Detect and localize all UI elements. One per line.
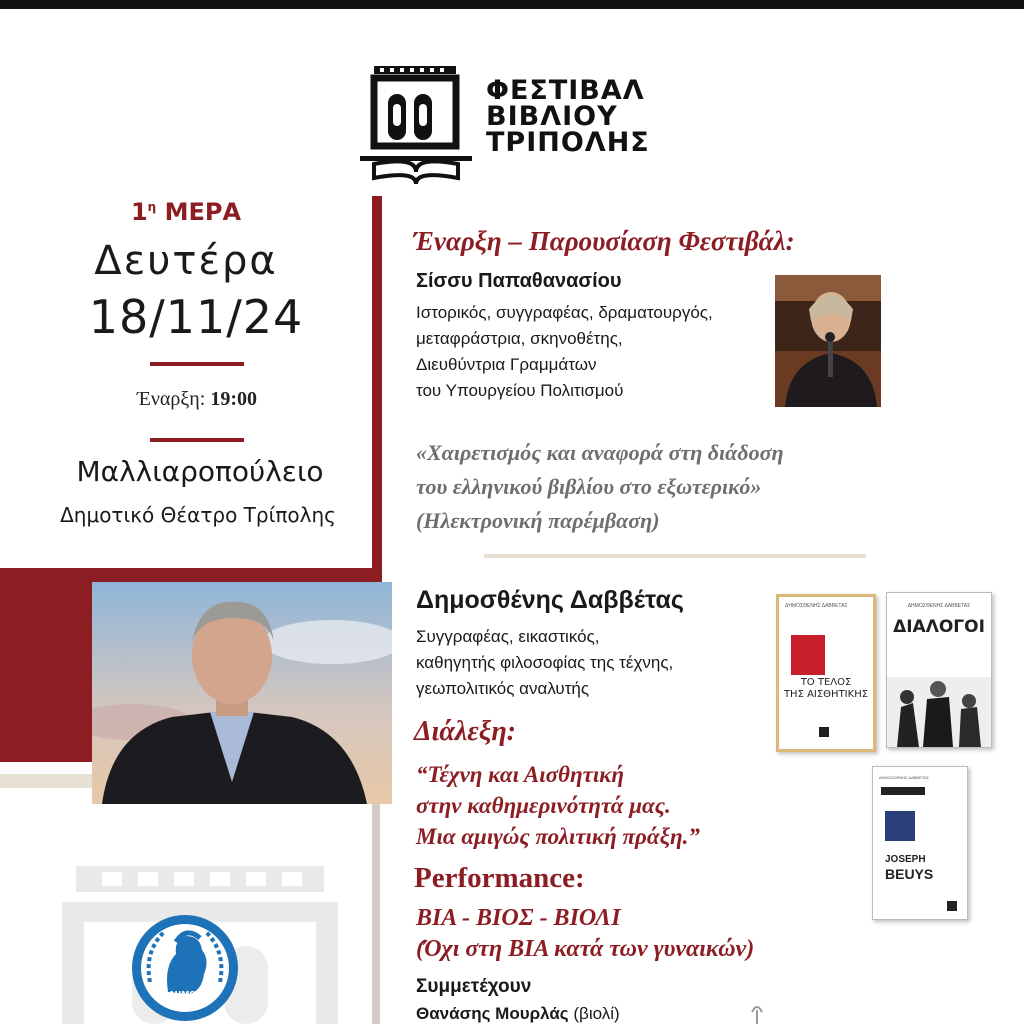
- red-frame-horizontal: [0, 568, 382, 582]
- bio-line: καθηγητής φιλοσοφίας της τέχνης,: [416, 653, 674, 672]
- opening-speaker-bio: [416, 300, 713, 404]
- opening-talk-title: [416, 436, 784, 538]
- talk-line: (Ηλεκτρονική παρέμβαση): [416, 508, 660, 533]
- book-author: ΔΗΜΟΣΘΕΝΗΣ ΔΑΒΒΕΤΑΣ: [907, 603, 971, 609]
- festival-title-line: ΒΙΒΛΙΟΥ: [486, 101, 618, 132]
- divider-red: [150, 438, 244, 442]
- book-cover-figures: [887, 677, 991, 747]
- day-label-text: ΜΕΡΑ: [164, 198, 242, 226]
- lecture-title-line: στην καθημερινότητά μας.: [416, 793, 671, 818]
- book-cover-red-figure: [791, 635, 825, 675]
- book-title-line: BEUYS: [885, 866, 934, 882]
- bio-line: μεταφράστρια, σκηνοθέτης,: [416, 329, 623, 348]
- start-time-label: Έναρξη:: [137, 388, 206, 410]
- opening-speaker-photo: [775, 275, 881, 407]
- top-bar: [0, 0, 1024, 9]
- municipality-emblem-text: ΔΗΜΟΣ ΤΡΙΠΟΛΗΣ: [161, 990, 209, 1008]
- performance-title-line: ΒΙΑ - ΒΙΟΣ - ΒΙΟΛΙ: [416, 905, 621, 931]
- publisher-logo-icon: [819, 727, 829, 737]
- publisher-logo-icon: [947, 901, 957, 911]
- talk-line: «Χαιρετισμός και αναφορά στη διάδοση: [416, 440, 784, 465]
- book-title: [779, 677, 873, 701]
- book-author: ΔΗΜΟΣΘΕΝΗΣ ΔΑΒΒΕΤΑΣ: [879, 775, 930, 780]
- book-cover-blue-square: [885, 811, 915, 841]
- participant-role: (βιολί): [573, 1004, 620, 1023]
- performance-title-line: (Όχι στη ΒΙΑ κατά των γυναικών): [416, 936, 755, 962]
- book-title-line: JOSEPH: [885, 854, 926, 865]
- book-cover-dialogues: [886, 592, 992, 748]
- start-time: [0, 388, 394, 411]
- violin-scroll-icon: [744, 1002, 770, 1024]
- event-date: 18/11/24: [88, 290, 304, 344]
- bio-line: Συγγραφέας, εικαστικός,: [416, 627, 600, 646]
- book-cover-aesthetics: [776, 594, 876, 752]
- lecturer-bio: [416, 624, 673, 702]
- lecture-title-line: “Τέχνη και Αισθητική: [416, 762, 625, 787]
- book-cover-beuys: [872, 766, 968, 920]
- bio-line: γεωπολιτικός αναλυτής: [416, 679, 590, 698]
- lecture-label: Διάλεξη:: [414, 716, 517, 747]
- participants-label: Συμμετέχουν: [416, 976, 532, 997]
- section-divider: [484, 554, 866, 558]
- opening-title: Έναρξη – Παρουσίαση Φεστιβάλ:: [413, 226, 795, 256]
- book-title: [885, 853, 933, 881]
- pale-red-line: [372, 804, 380, 1024]
- bio-line: Ιστορικός, συγγραφέας, δραματουργός,: [416, 303, 713, 322]
- performance-title: [416, 903, 754, 965]
- day-number: [0, 198, 372, 226]
- book-author-band: [881, 787, 925, 795]
- opening-speaker-name: Σίσσυ Παπαθανασίου: [416, 270, 622, 292]
- day-number-digit: 1: [130, 198, 148, 226]
- venue-detail: Δημοτικό Θέατρο Τρίπολης: [60, 503, 336, 527]
- festival-title-line: ΤΡΙΠΟΛΗΣ: [486, 127, 650, 158]
- book-title-line: ΤΟ ΤΕΛΟΣ: [800, 677, 852, 688]
- festival-title: [486, 75, 650, 158]
- lecturer-name: Δημοσθένης Δαββέτας: [416, 586, 684, 614]
- festival-logo-icon: [360, 60, 480, 186]
- red-block: [0, 582, 92, 762]
- divider-red: [150, 362, 244, 366]
- bio-line: Διευθύντρια Γραμμάτων: [416, 355, 597, 374]
- weekday: Δευτέρα: [94, 238, 278, 284]
- bio-line: του Υπουργείου Πολιτισμού: [416, 381, 624, 400]
- venue-name: Μαλλιαροπούλειο: [76, 455, 324, 488]
- book-author: ΔΗΜΟΣΘΕΝΗΣ ΔΑΒΒΕΤΑΣ: [785, 603, 848, 609]
- start-time-value: 19:00: [210, 388, 257, 410]
- participant-name: Θανάσης Μουρλάς: [416, 1004, 569, 1023]
- performance-label: Performance:: [414, 862, 585, 894]
- talk-line: του ελληνικού βιβλίου στο εξωτερικό»: [416, 474, 762, 499]
- day-ordinal-suffix: η: [147, 200, 157, 214]
- lecture-title: [416, 759, 700, 852]
- book-title: ΔΙΑΛΟΓΟΙ: [893, 617, 985, 637]
- festival-title-line: ΦΕΣΤΙΒΑΛ: [486, 75, 645, 106]
- participant: [416, 1004, 620, 1024]
- lecturer-photo: [92, 582, 392, 804]
- lecture-title-line: Μια αμιγώς πολιτική πράξη.”: [416, 824, 700, 849]
- book-title-line: ΤΗΣ ΑΙΣΘΗΤΙΚΗΣ: [783, 689, 869, 700]
